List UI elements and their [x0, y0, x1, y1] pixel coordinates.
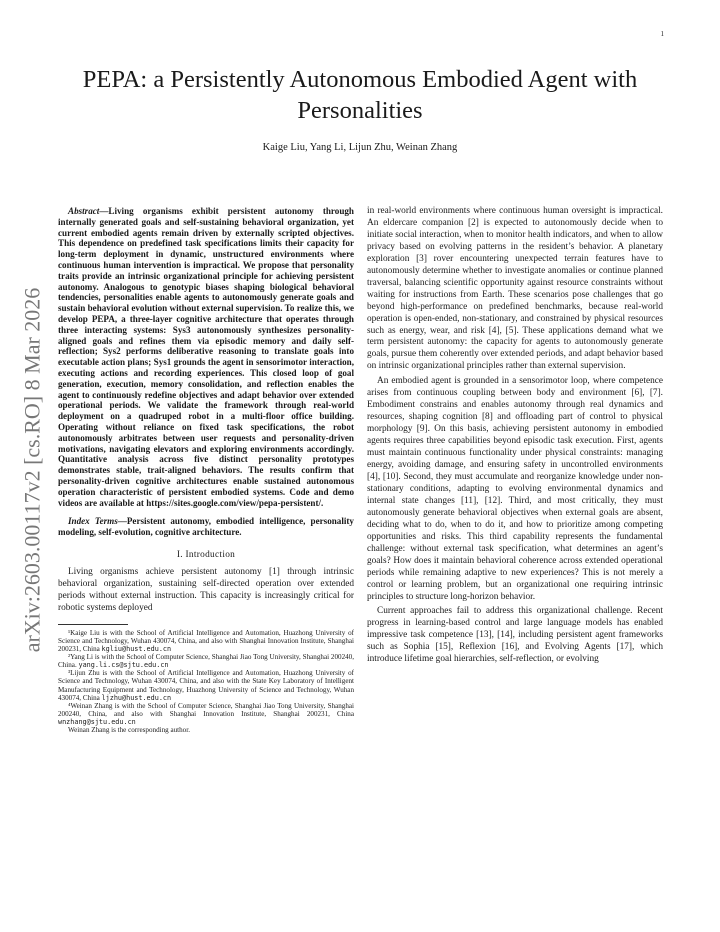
index-terms	[58, 516, 354, 538]
arxiv-stamp	[8, 260, 56, 680]
page-number: 1	[660, 30, 664, 38]
arxiv-stamp-text: arXiv:2603.00117v2 [cs.RO] 8 Mar 2026	[19, 287, 44, 653]
intro-paragraph: Living organisms achieve persistent autonomy [1] through intrinsic behavioral organization, sustaining self-directed operation over extended periods without external instruction. This capacity is increasingly critical for robotic systems deployed	[58, 566, 354, 613]
author-list: Kaige Liu, Yang Li, Lijun Zhu, Weinan Zhang	[262, 142, 458, 153]
body-paragraph: in real-world environments where continuous human oversight is impractical. An eldercare companion [2] is expected to autonomously decide when to initiate social interaction, when to monitor health indicators, and when to allow privacy based on evolving patterns in the resident’s behavior. A planetary exploration [3] rover encountering unexpected terrain features have to autonomously determine whether to investigate anomalies or continue planned traversal, balancing scientific opportunity against resource constraints without waiting for instructions from Earth. These scenarios pose challenges that go beyond high-performance on predefined benchmarks, because real-world operation is open-ended, non-stationary, and constrained by physical resources such as energy, wear, and risk [4], [5]. These applications demand what we term persistent autonomy: the capacity for agents to autonomously generate goals, pursue them coherently over extended periods, and adapt behavior based on intrinsic organizational principles rather than external supervision.	[367, 206, 663, 372]
footnote-email: yang.li.cs@sjtu.edu.cn	[78, 661, 169, 670]
body-paragraph: Current approaches fail to address this organizational challenge. Recent progress in learning-based control and large language models has enabled impressive task competence [13], [14], including persistent agent frameworks such as Sophia [15], Reflexion [16], and Evolving Agents [17], which introduce lifetime goal hierarchies, self-reflection, or evolving	[367, 606, 663, 665]
abstract-label: Abstract	[68, 206, 100, 216]
footnote-email: kgliu@hust.edu.cn	[101, 644, 172, 653]
abstract-text: —Living organisms exhibit persistent autonomy through internally generated goals and self-sustaining behavioral organization, yet current embodied agents remain driven by externally scripted objectives. This dependence on predefined task specifications limits their capacity for long-term deployment in dynamic, unstructured environments where continuous human intervention is impractical. We propose that personality traits provide an intrinsic organizational principle for achieving persistent autonomy. Analogous to genotypic biases shaping biological behavioral tendencies, personalities enable agents to autonomously generate goals and sustain behavioral evolution without external supervision. To realize this, we develop PEPA, a three-layer cognitive architecture that operates through three interacting systems: Sys3 autonomously synthesizes personality-aligned goals and refines them via episodic memory and daily self-reflection; Sys2 performs deliberative reasoning to translate goals into executable action plans; Sys1 grounds the agent in sensorimotor interaction, executing actions and recording experiences. This closed loop of goal generation, execution, memory consolidation, and reflection enables the agent to continuously redefine objectives and adapt behavior over extended operational periods. We validate the framework through real-world deployment on a quadruped robot in a multi-floor office building. Operating without reliance on fixed task specifications, the robot autonomously arbitrates between user requests and personality-driven motivations, navigating elevators and exploring environments accordingly. Quantitative analysis across five distinct personality prototypes demonstrates stable, trait-aligned behaviors. The results confirm that personality-driven cognitive architectures enable sustained autonomous operation characteristic of persistent embodied systems. Code and demo videos are available at https://sites.google.com/view/pepa-persistent/.	[58, 206, 354, 508]
footnote-email: ljzhu@hust.edu.cn	[101, 693, 172, 702]
footnote-author-3: ³Lijun Zhu is with the School of Artificial Intelligence and Automation, Huazhong University of Science and Technology, Wuhan 430074, China, and also with the State Key Laboratory of Intelligent Manufacturing Equipment and Technology, Huazhong University of Science and Technology, Wuhan 430074, China ljzhu@hust.edu.cn	[58, 669, 354, 702]
body-paragraph: An embodied agent is grounded in a sensorimotor loop, where competence arises from continuous coupling between body and environment [6], [7]. Embodiment constrains and enables autonomy through real dynamics and resources, shaping cognition [8] and offloading part of control to physical morphology [9]. On this basis, achieving persistent autonomy in embodied agents requires three capabilities beyond episodic task execution. First, agents must maintain continuous functionality under physical constraints: managing energy, avoiding damage, and ensuring safety in uncontrolled environments [4], [10]. Second, they must accumulate and reorganize knowledge under non-stationary conditions, adapting to evolving environmental dynamics and internal state changes [11], [12]. Third, and most critically, they must autonomously generate behavioral objectives when external goals are absent, deciding what to do, when to do it, and how to prioritize among competing opportunities and risks. This third capability represents the fundamental challenge: without external task specification, what determines an agent’s goals? How does it maintain behavioral coherence across extended operational periods while remaining adaptive to new experiences? This is not merely a control or learning problem, but an organizational one requiring intrinsic principles to structure long-horizon behavior.	[367, 376, 663, 602]
abstract	[58, 206, 354, 508]
section-heading-introduction: I. Introduction	[176, 549, 236, 560]
left-column	[58, 206, 354, 735]
footnote-email: wnzhang@sjtu.edu.cn	[58, 718, 136, 727]
footnote-author-2: ²Yang Li is with the School of Computer Science, Shanghai Jiao Tong University, Shanghai 200240, China. yang.li.cs@sjtu.edu.cn	[58, 652, 354, 670]
index-terms-text: —Persistent autonomy, embodied intelligence, personality modeling, self-evolution, cognitive architecture.	[58, 516, 354, 538]
footnote-divider	[58, 624, 128, 625]
index-terms-label: Index Terms	[68, 516, 118, 527]
right-column	[367, 206, 663, 666]
paper-title: PEPA: a Persistently Autonomous Embodied Agent with Personalities	[82, 66, 638, 124]
footnote-corresponding: Weinan Zhang is the corresponding author.	[68, 726, 190, 735]
footnote-author-1: ¹Kaige Liu is with the School of Artificial Intelligence and Automation, Huazhong University of Science and Technology, Wuhan 430074, China, and also with Shanghai Innovation Institute, Shanghai 200231, China kgliu@hust.edu.cn	[58, 628, 354, 653]
footnote-author-4: ⁴Weinan Zhang is with the School of Computer Science, Shanghai Jiao Tong University, Shanghai 200240, China, and also with Shanghai Innovation Institute, Shanghai 200231, China wnzhang@sjtu.edu.cn	[58, 701, 354, 727]
footnotes	[58, 629, 354, 735]
